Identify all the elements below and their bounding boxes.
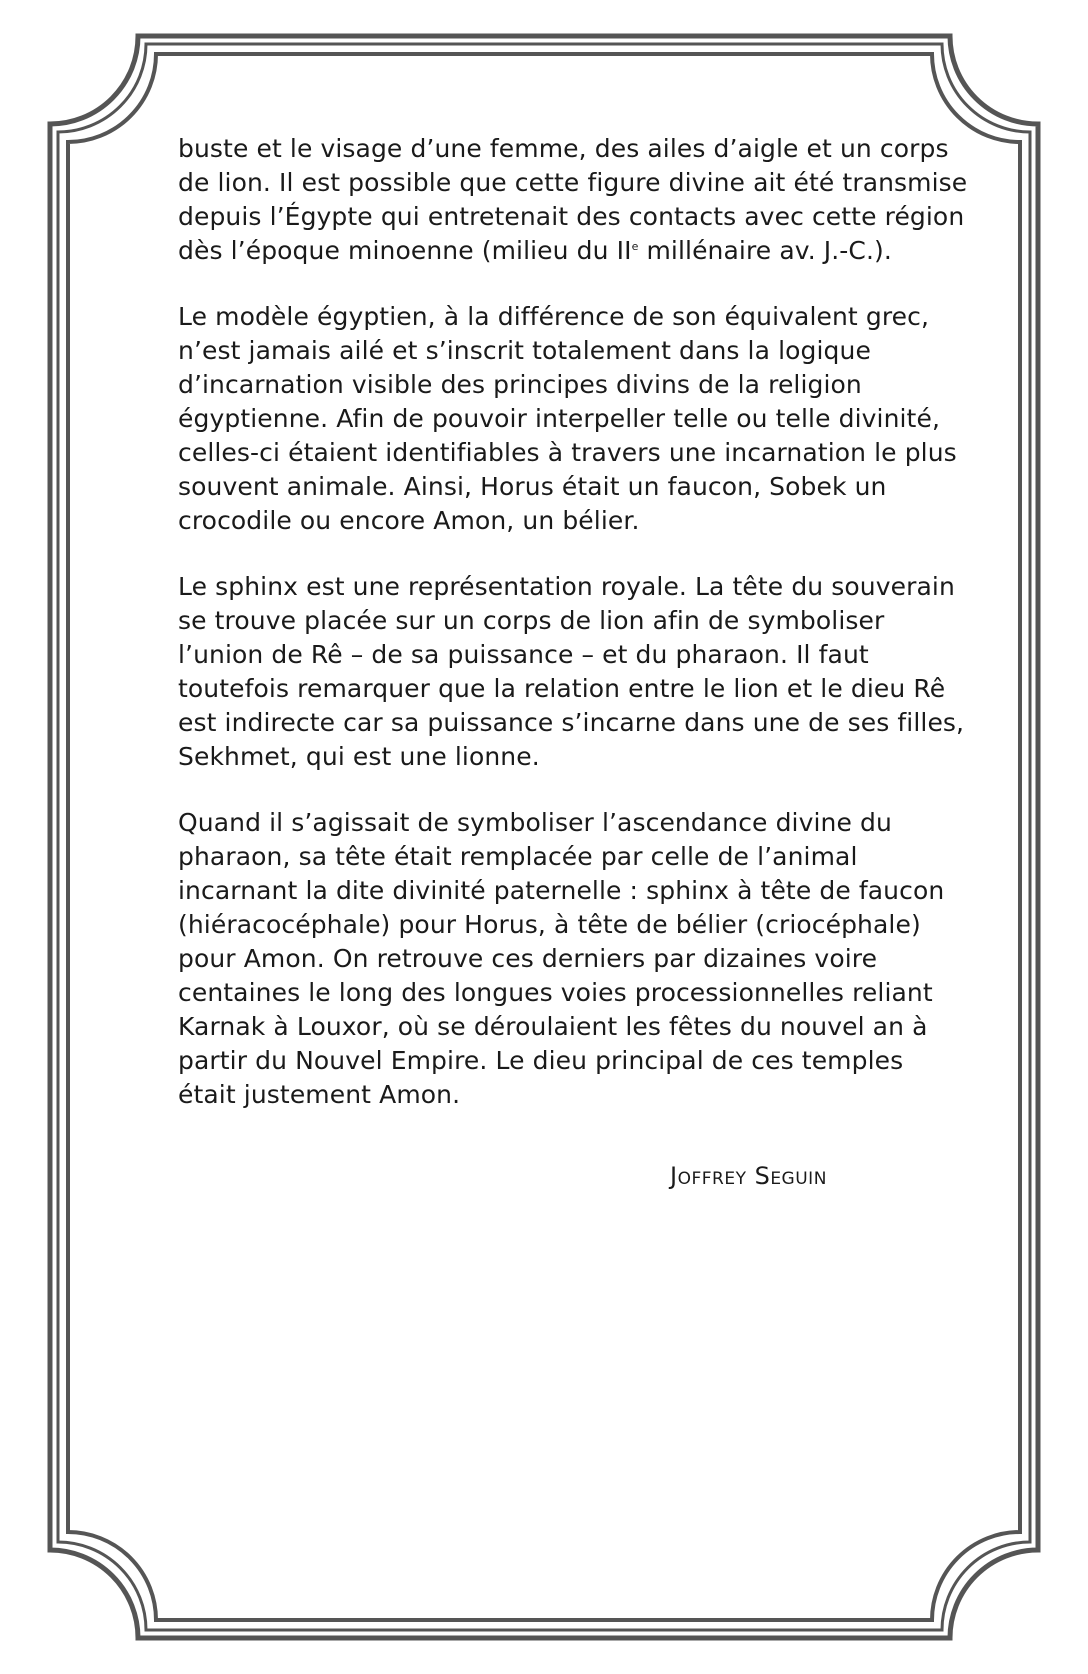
paragraph-2: Le modèle égyptien, à la différence de son équivalent grec, n’est jamais ailé et s’inscrit totalement dans la logique d’incarnation visible des principes divins de la religion égyptienne. Afin de pouvoir interpeller telle ou telle divinité, celles-ci étaient identifiables à travers une incarnation le plus souvent animale. Ainsi, Horus était un faucon, Sobek un crocodile ou encore Amon, un bélier. — [178, 302, 957, 535]
paragraph-1: buste et le visage d’une femme, des ailes d’aigle et un corps de lion. Il est possible que cette figure divine ait été transmise depuis l’Égypte qui entretenait des contacts avec cette région dès l’époque minoenne (milieu du IIe millénaire av. J.-C.). — [178, 134, 968, 265]
paragraph-4: Quand il s’agissait de symboliser l’ascendance divine du pharaon, sa tête était remplacée par celle de l’animal incarnant la dite divinité paternelle : sphinx à tête de faucon (hiéracocéphale) pour Horus, à tête de bélier (criocéphale) pour Amon. On retrouve ces derniers par dizaines voire centaines le long des longues voies processionnelles reliant Karnak à Louxor, où se déroulaient les fêtes du nouvel an à partir du Nouvel Empire. Le dieu principal de ces temples était justement Amon. — [178, 808, 945, 1109]
article-body — [178, 132, 968, 1144]
author-signature: Joffrey Seguin — [670, 1162, 827, 1190]
superscript: e — [631, 240, 639, 253]
paragraph-3: Le sphinx est une représentation royale. La tête du souverain se trouve placée sur un corps de lion afin de symboliser l’union de Rê – de sa puissance – et du pharaon. Il faut toutefois remarquer que la relation entre le lion et le dieu Rê est indirecte car sa puissance s’incarne dans une de ses filles, Sekhmet, qui est une lionne. — [178, 572, 965, 771]
